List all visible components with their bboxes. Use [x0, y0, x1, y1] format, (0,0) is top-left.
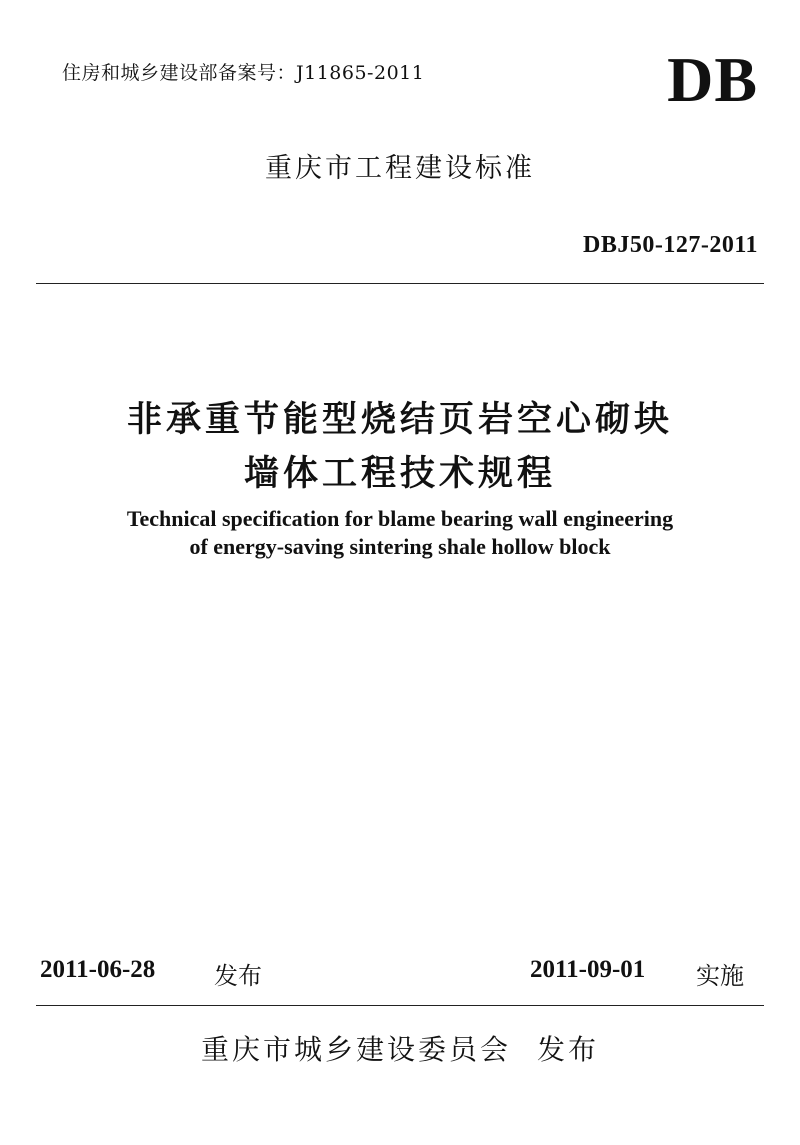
top-divider — [36, 283, 764, 284]
publish-date: 2011-06-28 — [40, 956, 156, 983]
standard-type: 重庆市工程建设标准 — [265, 153, 535, 184]
publish-label: 发布 — [214, 962, 262, 990]
title-zh-line-1: 非承重节能型烧结页岩空心砌块 — [126, 400, 673, 440]
bottom-divider — [36, 1005, 764, 1006]
issuer-name: 重庆市城乡建设委员会 — [200, 1033, 511, 1066]
issuer — [0, 1028, 800, 1068]
issuer-action: 发布 — [537, 1033, 600, 1066]
title-en-line-1: Technical specification for blame bearing wall engineering — [126, 506, 674, 531]
title-zh-line-2: 墙体工程技术规程 — [243, 454, 556, 494]
implement-date: 2011-09-01 — [530, 956, 646, 983]
title-en-line-2: of energy-saving sintering shale hollow block — [189, 534, 611, 559]
record-number: 住房和城乡建设部备案号：J11865-2011 — [62, 62, 425, 84]
implement-label: 实施 — [696, 962, 744, 990]
db-logo: DB — [667, 44, 758, 115]
standard-code: DBJ50-127-2011 — [583, 232, 758, 258]
